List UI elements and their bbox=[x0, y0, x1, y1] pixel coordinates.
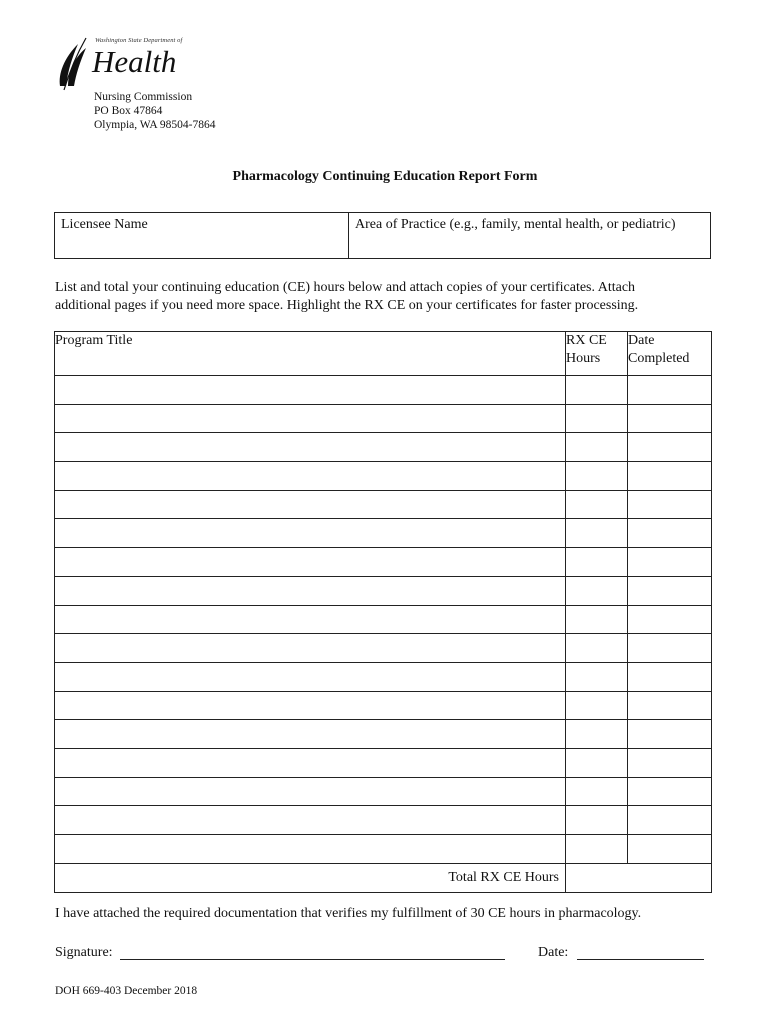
program-title-cell[interactable] bbox=[55, 806, 566, 835]
total-rx-ce-hours-label: Total RX CE Hours bbox=[55, 863, 566, 892]
table-row bbox=[55, 720, 712, 749]
date-completed-cell[interactable] bbox=[628, 433, 712, 462]
address-line: Nursing Commission bbox=[94, 91, 193, 103]
program-title-cell[interactable] bbox=[55, 404, 566, 433]
rx-ce-hours-cell[interactable] bbox=[566, 748, 628, 777]
signature-line[interactable] bbox=[120, 959, 505, 960]
program-title-cell[interactable] bbox=[55, 433, 566, 462]
date-completed-cell[interactable] bbox=[628, 605, 712, 634]
instructions-line: List and total your continuing education (CE) hours below and attach copies of your certificates. Attach bbox=[55, 280, 636, 295]
program-title-cell[interactable] bbox=[55, 462, 566, 491]
wheat-leaf-icon bbox=[56, 34, 96, 92]
logo-subtitle: Washington State Department of bbox=[95, 37, 183, 44]
table-row bbox=[55, 662, 712, 691]
logo-wordmark: Health bbox=[92, 44, 177, 79]
program-title-cell[interactable] bbox=[55, 490, 566, 519]
table-row bbox=[55, 376, 712, 405]
rx-ce-hours-cell[interactable] bbox=[566, 519, 628, 548]
rx-ce-hours-header: RX CE Hours bbox=[566, 332, 628, 376]
table-row bbox=[55, 404, 712, 433]
rx-ce-hours-cell[interactable] bbox=[566, 605, 628, 634]
date-completed-cell[interactable] bbox=[628, 634, 712, 663]
program-title-cell[interactable] bbox=[55, 777, 566, 806]
rx-ce-hours-cell[interactable] bbox=[566, 576, 628, 605]
rx-ce-hours-cell[interactable] bbox=[566, 404, 628, 433]
rx-ce-hours-cell[interactable] bbox=[566, 433, 628, 462]
date-completed-cell[interactable] bbox=[628, 835, 712, 864]
program-title-cell[interactable] bbox=[55, 605, 566, 634]
doh-logo bbox=[56, 34, 186, 92]
date-completed-cell[interactable] bbox=[628, 462, 712, 491]
table-row bbox=[55, 433, 712, 462]
table-row bbox=[55, 777, 712, 806]
rx-ce-hours-cell[interactable] bbox=[566, 634, 628, 663]
rx-ce-hours-cell[interactable] bbox=[566, 662, 628, 691]
table-row bbox=[55, 462, 712, 491]
program-title-cell[interactable] bbox=[55, 548, 566, 577]
licensee-name-field[interactable] bbox=[55, 213, 349, 258]
program-title-cell[interactable] bbox=[55, 691, 566, 720]
rx-ce-hours-cell[interactable] bbox=[566, 490, 628, 519]
table-row bbox=[55, 634, 712, 663]
program-title-cell[interactable] bbox=[55, 835, 566, 864]
program-title-cell[interactable] bbox=[55, 576, 566, 605]
program-title-cell[interactable] bbox=[55, 662, 566, 691]
date-completed-cell[interactable] bbox=[628, 720, 712, 749]
area-of-practice-label: Area of Practice (e.g., family, mental health, or pediatric) bbox=[355, 217, 676, 232]
date-completed-header: Date Completed bbox=[628, 332, 712, 376]
signature-label: Signature: bbox=[55, 945, 113, 960]
program-title-cell[interactable] bbox=[55, 634, 566, 663]
program-title-header: Program Title bbox=[55, 332, 566, 376]
table-row bbox=[55, 835, 712, 864]
attestation-statement: I have attached the required documentation that verifies my fulfillment of 30 CE hours in pharmacology. bbox=[55, 906, 642, 921]
date-completed-cell[interactable] bbox=[628, 548, 712, 577]
date-completed-cell[interactable] bbox=[628, 806, 712, 835]
program-title-cell[interactable] bbox=[55, 720, 566, 749]
program-title-cell[interactable] bbox=[55, 519, 566, 548]
address-line: Olympia, WA 98504-7864 bbox=[94, 119, 216, 131]
rx-ce-hours-cell[interactable] bbox=[566, 691, 628, 720]
date-completed-cell[interactable] bbox=[628, 490, 712, 519]
date-line[interactable] bbox=[577, 959, 704, 960]
date-completed-cell[interactable] bbox=[628, 376, 712, 405]
address-block bbox=[94, 90, 216, 132]
table-row bbox=[55, 548, 712, 577]
table-row bbox=[55, 490, 712, 519]
address-line: PO Box 47864 bbox=[94, 105, 163, 117]
table-row bbox=[55, 519, 712, 548]
date-completed-cell[interactable] bbox=[628, 748, 712, 777]
form-number-footer: DOH 669-403 December 2018 bbox=[55, 985, 198, 997]
table-row bbox=[55, 748, 712, 777]
table-row bbox=[55, 576, 712, 605]
area-of-practice-field[interactable] bbox=[349, 213, 710, 258]
rx-ce-hours-cell[interactable] bbox=[566, 376, 628, 405]
program-title-cell[interactable] bbox=[55, 376, 566, 405]
licensee-name-label: Licensee Name bbox=[61, 217, 148, 232]
date-completed-cell[interactable] bbox=[628, 519, 712, 548]
instructions bbox=[55, 279, 715, 315]
table-row bbox=[55, 605, 712, 634]
total-rx-ce-hours-field[interactable] bbox=[566, 863, 712, 892]
ce-hours-table bbox=[54, 331, 712, 893]
date-label: Date: bbox=[538, 945, 569, 960]
rx-ce-hours-cell[interactable] bbox=[566, 462, 628, 491]
form-title: Pharmacology Continuing Education Report Form bbox=[232, 169, 538, 184]
rx-ce-hours-cell[interactable] bbox=[566, 806, 628, 835]
total-row bbox=[55, 863, 712, 892]
date-completed-cell[interactable] bbox=[628, 662, 712, 691]
rx-ce-hours-cell[interactable] bbox=[566, 835, 628, 864]
rx-ce-hours-cell[interactable] bbox=[566, 720, 628, 749]
table-row bbox=[55, 691, 712, 720]
licensee-info-box bbox=[54, 212, 711, 259]
rx-ce-hours-cell[interactable] bbox=[566, 777, 628, 806]
program-title-cell[interactable] bbox=[55, 748, 566, 777]
table-row bbox=[55, 806, 712, 835]
date-completed-cell[interactable] bbox=[628, 576, 712, 605]
instructions-line: additional pages if you need more space. Highlight the RX CE on your certificates for faster processing. bbox=[55, 298, 639, 313]
date-completed-cell[interactable] bbox=[628, 404, 712, 433]
table-header-row bbox=[55, 332, 712, 376]
rx-ce-hours-cell[interactable] bbox=[566, 548, 628, 577]
date-completed-cell[interactable] bbox=[628, 777, 712, 806]
date-completed-cell[interactable] bbox=[628, 691, 712, 720]
